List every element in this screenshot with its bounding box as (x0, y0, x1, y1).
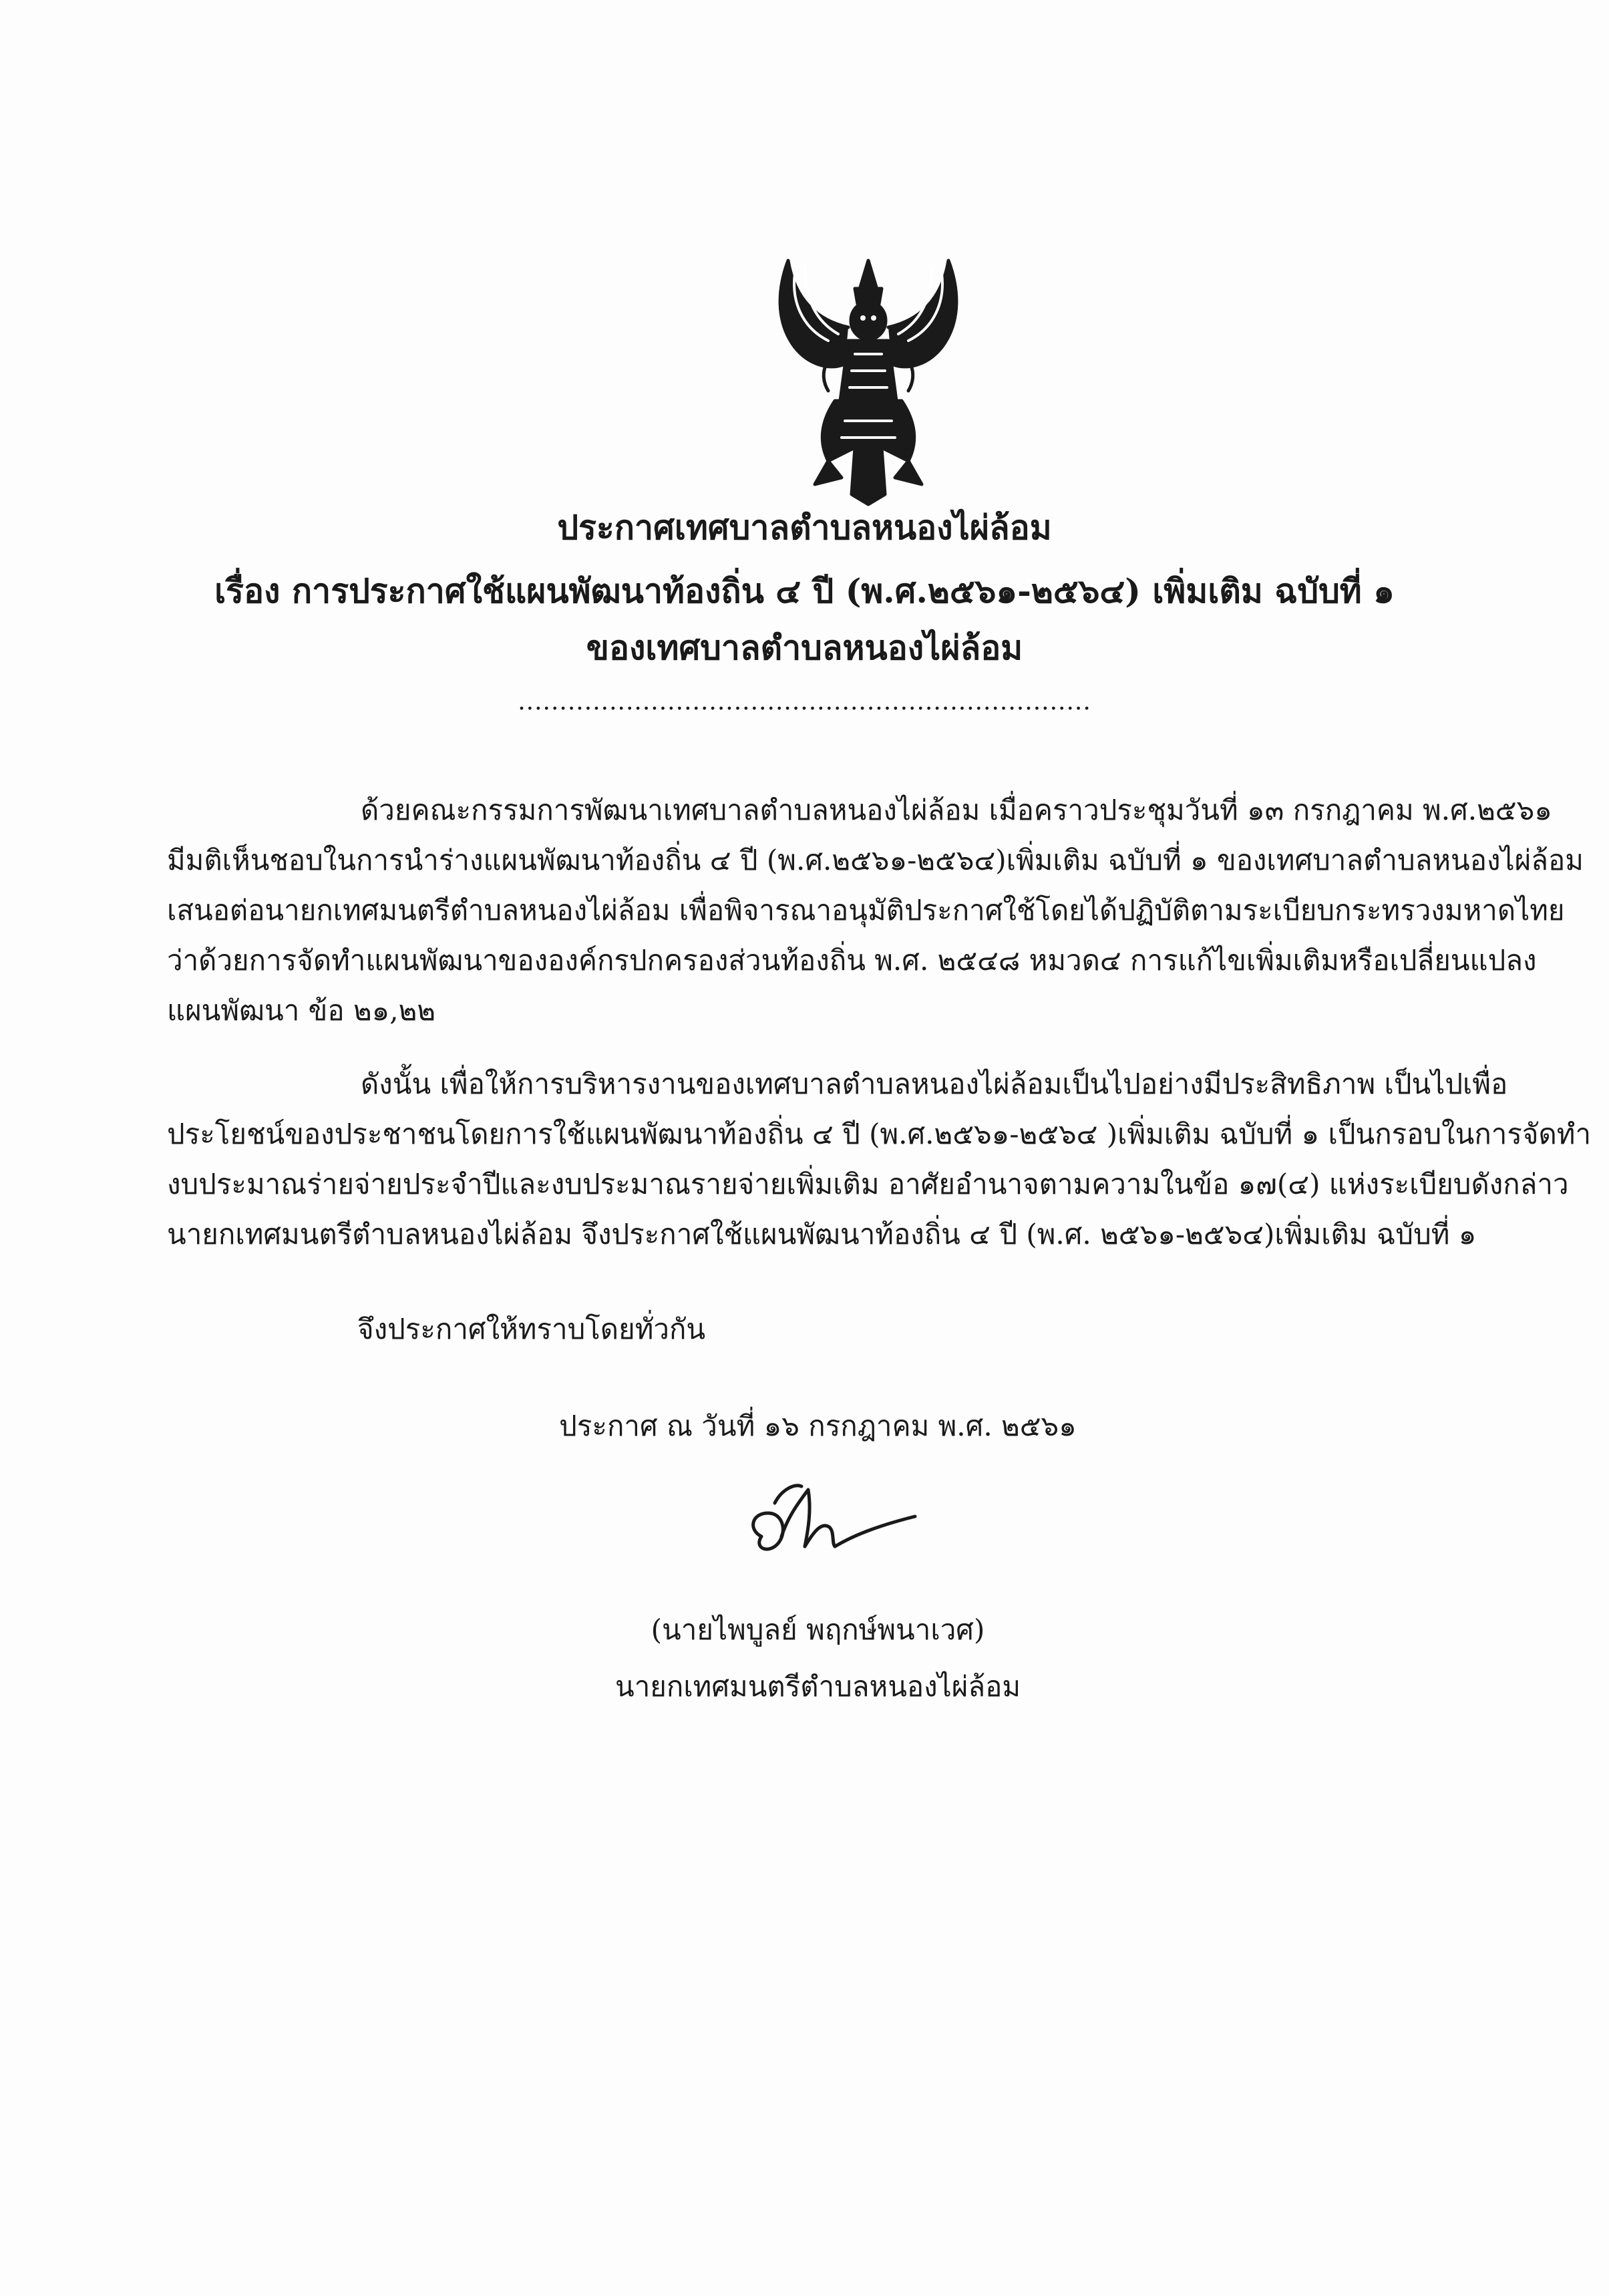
paragraph-1-line: ว่าด้วยการจัดทำแผนพัฒนาขององค์กรปกครองส่วนท้องถิ่น พ.ศ. ๒๕๔๘ หมวด๔ การแก้ไขเพิ่มเติมหรือเปลี่ยนแปลง (167, 944, 1537, 977)
paragraph-2 (167, 1059, 1592, 1259)
paragraph-2-line: ประโยชน์ของประชาชนโดยการใช้แผนพัฒนาท้องถิ่น ๔ ปี (พ.ศ.๒๕๖๑-๒๕๖๔ )เพิ่มเติม ฉบับที่ ๑ เป็นกรอบในการจัดทำ (167, 1118, 1592, 1150)
garuda-emblem-icon (755, 247, 982, 508)
announcement-title: ประกาศเทศบาลตำบลหนองไผ่ล้อม (557, 508, 1052, 547)
paragraph-1-line: เสนอต่อนายกเทศมนตรีตำบลหนองไผ่ล้อม เพื่อพิจารณาอนุมัติประกาศใช้โดยได้ปฏิบัติตามระเบียบกระทรวงมหาดไทย (167, 894, 1565, 927)
handwritten-signature-icon (735, 1463, 935, 1570)
paragraph-2-line: งบประมาณร่ายจ่ายประจำปีและงบประมาณรายจ่ายเพิ่มเติม อาศัยอำนาจตามความในข้อ ๑๗(๔) แห่งระเบียบดังกล่าว (167, 1168, 1569, 1200)
announcement-issuer: ของเทศบาลตำบลหนองไผ่ล้อม (586, 628, 1023, 667)
paragraph-1 (167, 785, 1584, 1035)
paragraph-2-line: นายกเทศมนตรีตำบลหนองไผ่ล้อม จึงประกาศใช้แผนพัฒนาท้องถิ่น ๔ ปี (พ.ศ. ๒๕๖๑-๒๕๖๔)เพิ่มเติม ฉบับที่ ๑ (167, 1218, 1477, 1251)
paragraph-1-line: มีมติเห็นชอบในการนำร่างแผนพัฒนาท้องถิ่น ๔ ปี (พ.ศ.๒๕๖๑-๒๕๖๔)เพิ่มเติม ฉบับที่ ๑ ของเทศบาลตำบลหนองไผ่ล้อม (167, 844, 1584, 876)
dotted-separator: ..................................................................... (518, 688, 1091, 715)
signer-name: (นายไพบูลย์ พฤกษ์พนาเวศ) (651, 1613, 985, 1646)
paragraph-1-line: ด้วยคณะกรรมการพัฒนาเทศบาลตำบลหนองไผ่ล้อม เมื่อคราวประชุมวันที่ ๑๓ กรกฎาคม พ.ศ.๒๕๖๑ (361, 794, 1552, 826)
announcement-date: ประกาศ ณ วันที่ ๑๖ กรกฎาคม พ.ศ. ๒๕๖๑ (559, 1410, 1077, 1442)
signer-title: นายกเทศมนตรีตำบลหนองไผ่ล้อม (614, 1670, 1021, 1703)
closing-statement: จึงประกาศให้ทราบโดยทั่วกัน (357, 1313, 706, 1345)
paragraph-1-line: แผนพัฒนา ข้อ ๒๑,๒๒ (167, 994, 436, 1027)
announcement-subject: เรื่อง การประกาศใช้แผนพัฒนาท้องถิ่น ๔ ปี (พ.ศ.๒๕๖๑-๒๕๖๔) เพิ่มเติม ฉบับที่ ๑ (214, 571, 1395, 611)
paragraph-2-line: ดังนั้น เพื่อให้การบริหารงานของเทศบาลตำบลหนองไผ่ล้อมเป็นไปอย่างมีประสิทธิภาพ เป็นไปเพื่อ (361, 1068, 1508, 1100)
